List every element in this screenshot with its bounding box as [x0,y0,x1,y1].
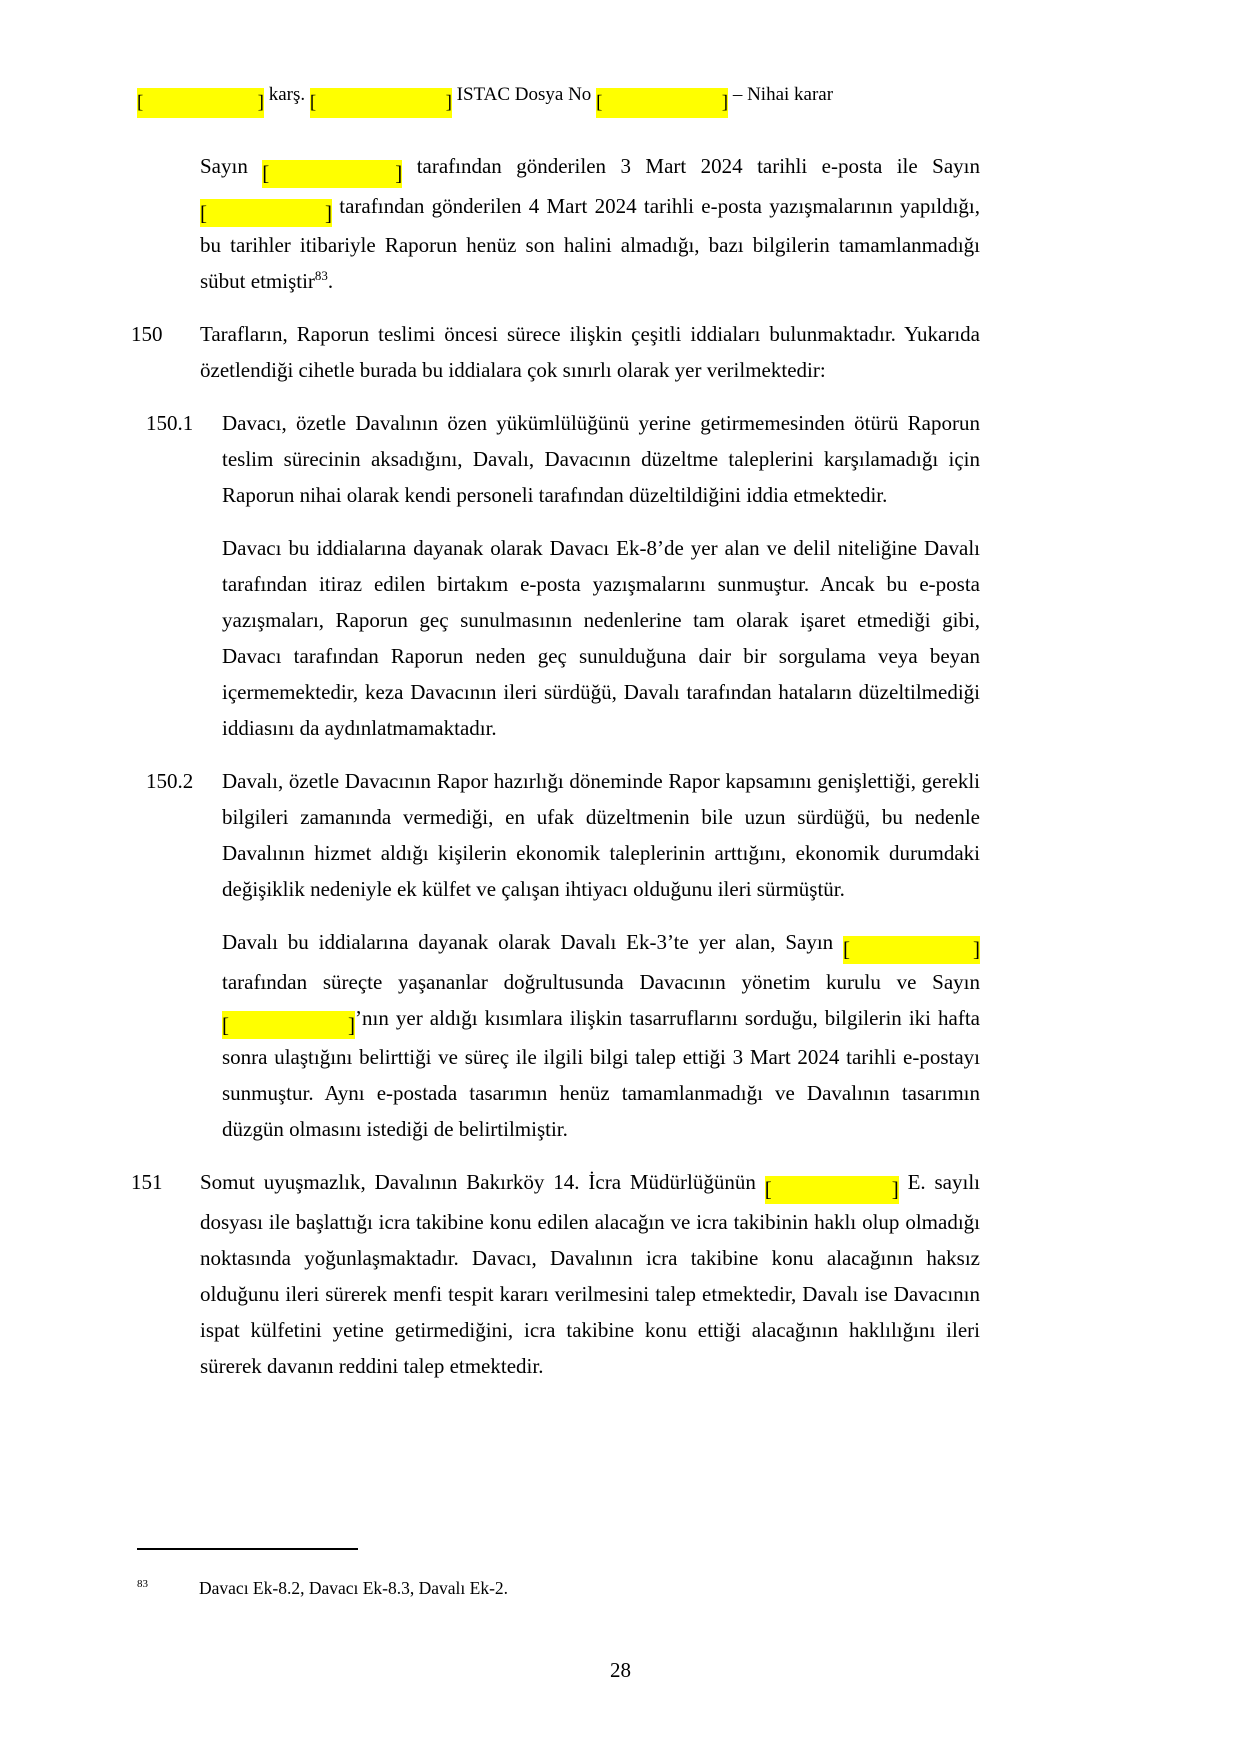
footnote-reference: 83 [314,268,328,283]
redaction-close-bracket: ] [257,92,264,113]
paragraph-text [200,1164,980,1384]
text-run: Tarafların, Raporun teslimi öncesi sürece ilişkin çeşitli iddiaları bulunmaktadır. Yukarıda özetlendiği cihetle burada bu iddialara çok sınırlı olarak yer verilmektedir: [200,322,980,382]
redaction-close-bracket: ] [973,937,980,961]
document-body [131,148,980,1401]
text-run: karş. [264,84,310,105]
redaction-highlight [200,199,332,227]
redaction-open-bracket: [ [200,200,207,225]
redaction-close-bracket: ] [445,92,452,113]
page-number: 28 [610,1658,631,1682]
redaction-highlight [843,936,980,964]
paragraph [131,1164,980,1384]
text-run: Davalı bu iddialarına dayanak olarak Davalı Ek-3’te yer alan, Sayın [222,930,843,954]
text-run: ’nın yer aldığı kısımlara ilişkin tasarruflarını sorduğu, bilgilerin iki hafta sonra ulaştığını belirttiği ve süreç ile ilgili bilgi talep ettiği 3 Mart 2024 tarihli e-postayı sunmuştur. Aynı e-postada tasarımın henüz tamamlanmadığı ve Davalının tasarımın düzgün olmasını istediği de belirtilmiştir. [222,1005,980,1141]
paragraph-number: 150 [131,322,163,346]
text-run: Sayın [200,154,263,178]
text-run: Davacı bu iddialarına dayanak olarak Davacı Ek-8’de yer alan ve delil niteliğine Davalı tarafından itiraz edilen birtakım e-posta yazışmalarını sunmuştur. Ancak bu e-posta yazışmaları, Raporun geç sunulmasının nedenlerine tam olarak işaret etmediği gibi, Davacı tarafından Raporun neden geç sunulduğuna dair bir sorgulama veya beyan içermemektedir, keza Davacının ileri sürdüğü, Davalı tarafından hataların düzeltilmediği iddiasını da aydınlatmamaktadır. [222,536,980,740]
text-run: . [327,269,334,293]
redaction-open-bracket: [ [596,92,603,113]
text-run: Davalı, özetle Davacının Rapor hazırlığı döneminde Rapor kapsamını genişlettiği, gerekli bilgileri zamanında vermediği, en ufak düzeltmenin bile uzun sürdüğü, bu nedenle Davalının hizmet aldığı kişilerin ekonomik taleplerinin arttığını, ekonomik durumdaki değişiklik nedeniyle ek külfet ve çalışan ihtiyacı olduğunu ileri sürmüştür. [222,769,980,901]
page-header [137,80,1121,118]
redaction-close-bracket: ] [325,200,332,225]
paragraph [131,405,980,513]
footnote-separator [137,1548,358,1550]
paragraph-number: 150.1 [146,411,194,435]
redaction-highlight [137,88,264,118]
redaction-highlight [596,88,728,118]
redaction-open-bracket: [ [137,92,144,113]
redaction-close-bracket: ] [348,1012,355,1037]
redaction-highlight [310,88,452,118]
paragraph-number: 151 [131,1170,163,1194]
redaction-open-bracket: [ [843,937,850,961]
paragraph-text [222,405,980,513]
paragraph [131,530,980,746]
redaction-close-bracket: ] [721,92,729,113]
paragraph-number [131,924,222,1147]
paragraph-number [131,530,222,746]
text-run: tarafından gönderilen 4 Mart 2024 tarihli e-posta yazışmalarının yapıldığı, bu tarihler itibariyle Raporun henüz son halini almadığı, bazı bilgilerin tamamlanmadığı sübut etmiştir [200,193,980,293]
text-run: ISTAC Dosya No [451,84,597,105]
redaction-highlight [222,1011,355,1039]
paragraph [131,316,980,388]
text-run: – Nihai karar [728,84,834,105]
text-run: tarafından süreçte yaşananlar doğrultusunda Davacının yönetim kurulu ve Sayın [222,969,980,994]
redaction-open-bracket: [ [262,161,270,185]
text-run: Somut uyuşmazlık, Davalının Bakırköy 14. İcra Müdürlüğünün [200,1170,765,1194]
footnote-marker: 83 [137,1578,148,1590]
redaction-highlight [765,1176,899,1204]
redaction-open-bracket: [ [222,1012,229,1037]
text-run: Davacı, özetle Davalının özen yükümlülüğünü yerine getirmemesinden ötürü Raporun teslim sürecinin aksadığını, Davalı, Davacının düzeltme taleplerini karşılamadığı için Raporun nihai olarak kendi personeli tarafından düzeltildiğini iddia etmektedir. [222,411,980,507]
paragraph-number: 150.2 [146,769,194,793]
paragraph [131,924,980,1147]
paragraph-text [222,924,980,1147]
redaction-open-bracket: [ [764,1177,772,1201]
footnote-text: Davacı Ek-8.2, Davacı Ek-8.3, Davalı Ek-2. [199,1577,509,1598]
paragraph-text [200,316,980,388]
text-run: E. sayılı dosyası ile başlattığı icra takibine konu edilen alacağın ve icra takibinin haklı olup olmadığı noktasında yoğunlaşmaktadır. Davacı, Davalının icra takibine konu alacağının haksız olduğunu ileri sürerek menfi tespit kararı verilmesini talep etmektedir, Davalı ise Davacının ispat külfetini yetine getirmediğini, icra takibine konu ettiği alacağının haklılığını ileri sürerek davanın reddini talep etmektedir. [200,1170,980,1378]
paragraph-text [222,763,980,907]
redaction-open-bracket: [ [309,92,317,113]
text-run: tarafından gönderilen 3 Mart 2024 tarihli e-posta ile Sayın [402,154,980,178]
paragraph-text [200,148,980,299]
paragraph-text [222,530,980,746]
paragraph [131,148,980,299]
paragraph [131,763,980,907]
paragraph-number [131,148,200,299]
redaction-close-bracket: ] [891,1177,899,1201]
redaction-close-bracket: ] [395,161,403,185]
footnote [137,1572,1101,1600]
redaction-highlight [262,160,402,188]
